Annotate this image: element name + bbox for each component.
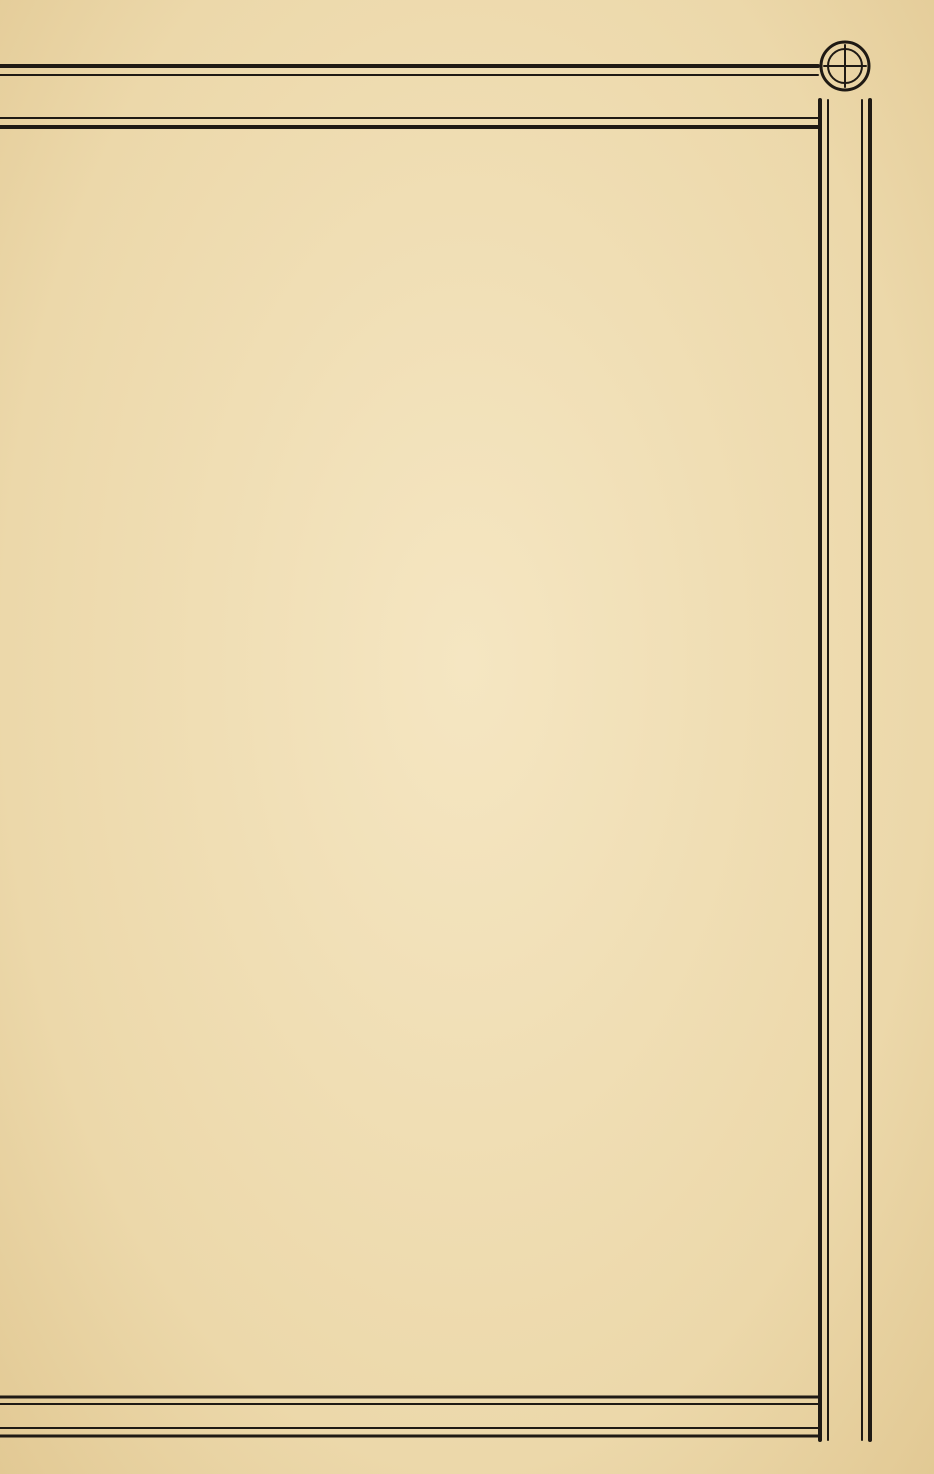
body-text bbox=[52, 168, 757, 194]
